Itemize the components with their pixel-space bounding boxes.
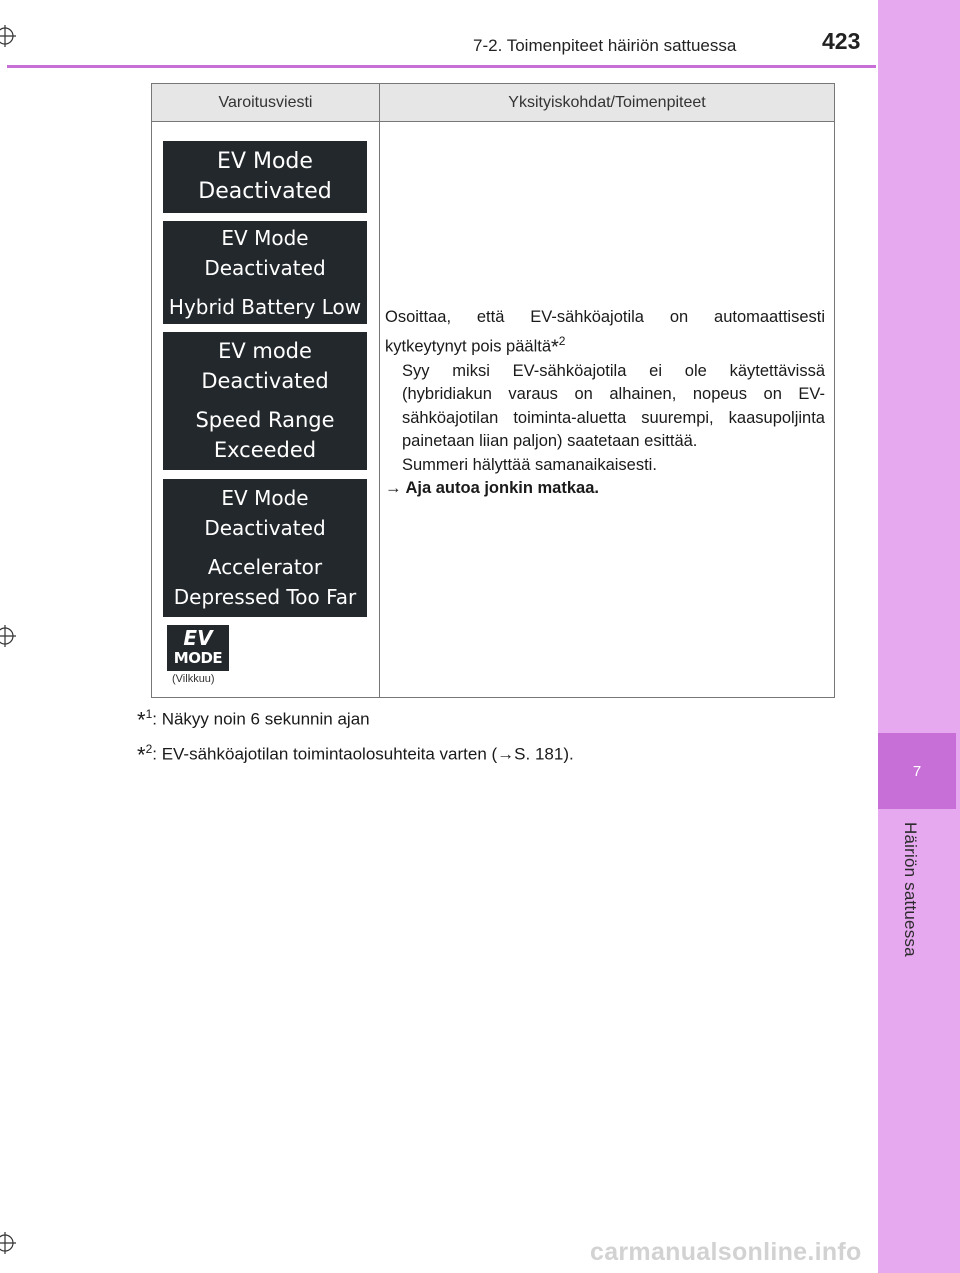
details-buzzer: Summeri hälyttää samanaikaisesti. [402,455,657,474]
watermark: carmanualsonline.info [590,1238,862,1266]
display-line: Deactivated [204,256,326,280]
details-action: → Aja autoa jonkin matkaa. [385,479,599,497]
display-line: EV Mode [217,149,313,174]
chapter-sidebar [878,0,960,1273]
chapter-label: Häiriön sattuessa [901,822,920,957]
footnote-ref: 1 [145,707,153,721]
chapter-number: 7 [912,762,922,780]
ev-mode-indicator-icon [167,625,229,671]
footnote-ref: 2 [558,333,566,348]
display-line: EV Mode [221,486,309,510]
mode-icon-text: MODE [173,649,223,667]
footnote-asterisk: * [551,336,559,358]
arrow-icon: → [385,479,402,497]
blinking-caption: (Vilkkuu) [172,673,215,685]
table-header-message: Varoitusviesti [152,84,380,121]
display-line: Depressed Too Far [173,585,357,609]
registration-mark-mid-left [0,625,16,647]
display-line: Speed Range [195,408,335,432]
display-line: Exceeded [213,438,317,462]
display-line: EV mode [218,339,312,363]
details-text [385,306,825,501]
warning-display-speed-range-exceeded [163,332,367,470]
display-line: Deactivated [201,369,329,393]
section-title: 7-2. Toimenpiteet häiriön sattuessa [473,36,737,55]
footnote-asterisk: * [137,707,146,733]
warning-display-hybrid-battery-low [163,221,367,324]
header-rule [7,65,876,68]
warning-display-accelerator-depressed [163,479,367,617]
display-line: EV Mode [221,226,309,250]
column-divider [379,121,380,697]
warning-message-table [151,83,835,698]
table-header [152,84,834,122]
display-line: Deactivated [204,516,326,540]
footnote-text: : EV-sähköajotilan toimintaolosuhteita varten (→S. 181). [152,744,574,764]
registration-mark-bottom-left [0,1232,16,1254]
footnote-asterisk: * [137,742,146,768]
details-reason: Syy miksi EV-sähköajotila ei ole käytettävissä (hybridiakun varaus on alhainen, nopeus on EV-sähköajotilan toiminta-aluetta suurempi, kaasupoljinta painetaan liian paljon) saatetaan esittää. [402,361,825,450]
footnote-text: : Näkyy noin 6 sekunnin ajan [152,709,370,729]
details-intro: Osoittaa, että EV-sähköajotila on automaattisesti kytkeytynyt pois päältä*$^2$ [385,308,825,358]
ev-icon-text: EV [183,626,213,650]
footnote-ref: 2 [145,742,153,756]
display-line: Accelerator [207,555,323,579]
table-header-details: Yksityiskohdat/Toimenpiteet [508,93,706,111]
chapter-number-tab[interactable] [878,733,956,809]
registration-mark-top-left [0,25,16,47]
warning-display-ev-mode-deactivated [163,141,367,213]
page-number: 423 [822,28,861,54]
display-line: Deactivated [198,179,332,204]
footnote-1 [137,707,370,734]
footnote-2 [137,742,574,769]
display-line: Hybrid Battery Low [168,295,362,319]
